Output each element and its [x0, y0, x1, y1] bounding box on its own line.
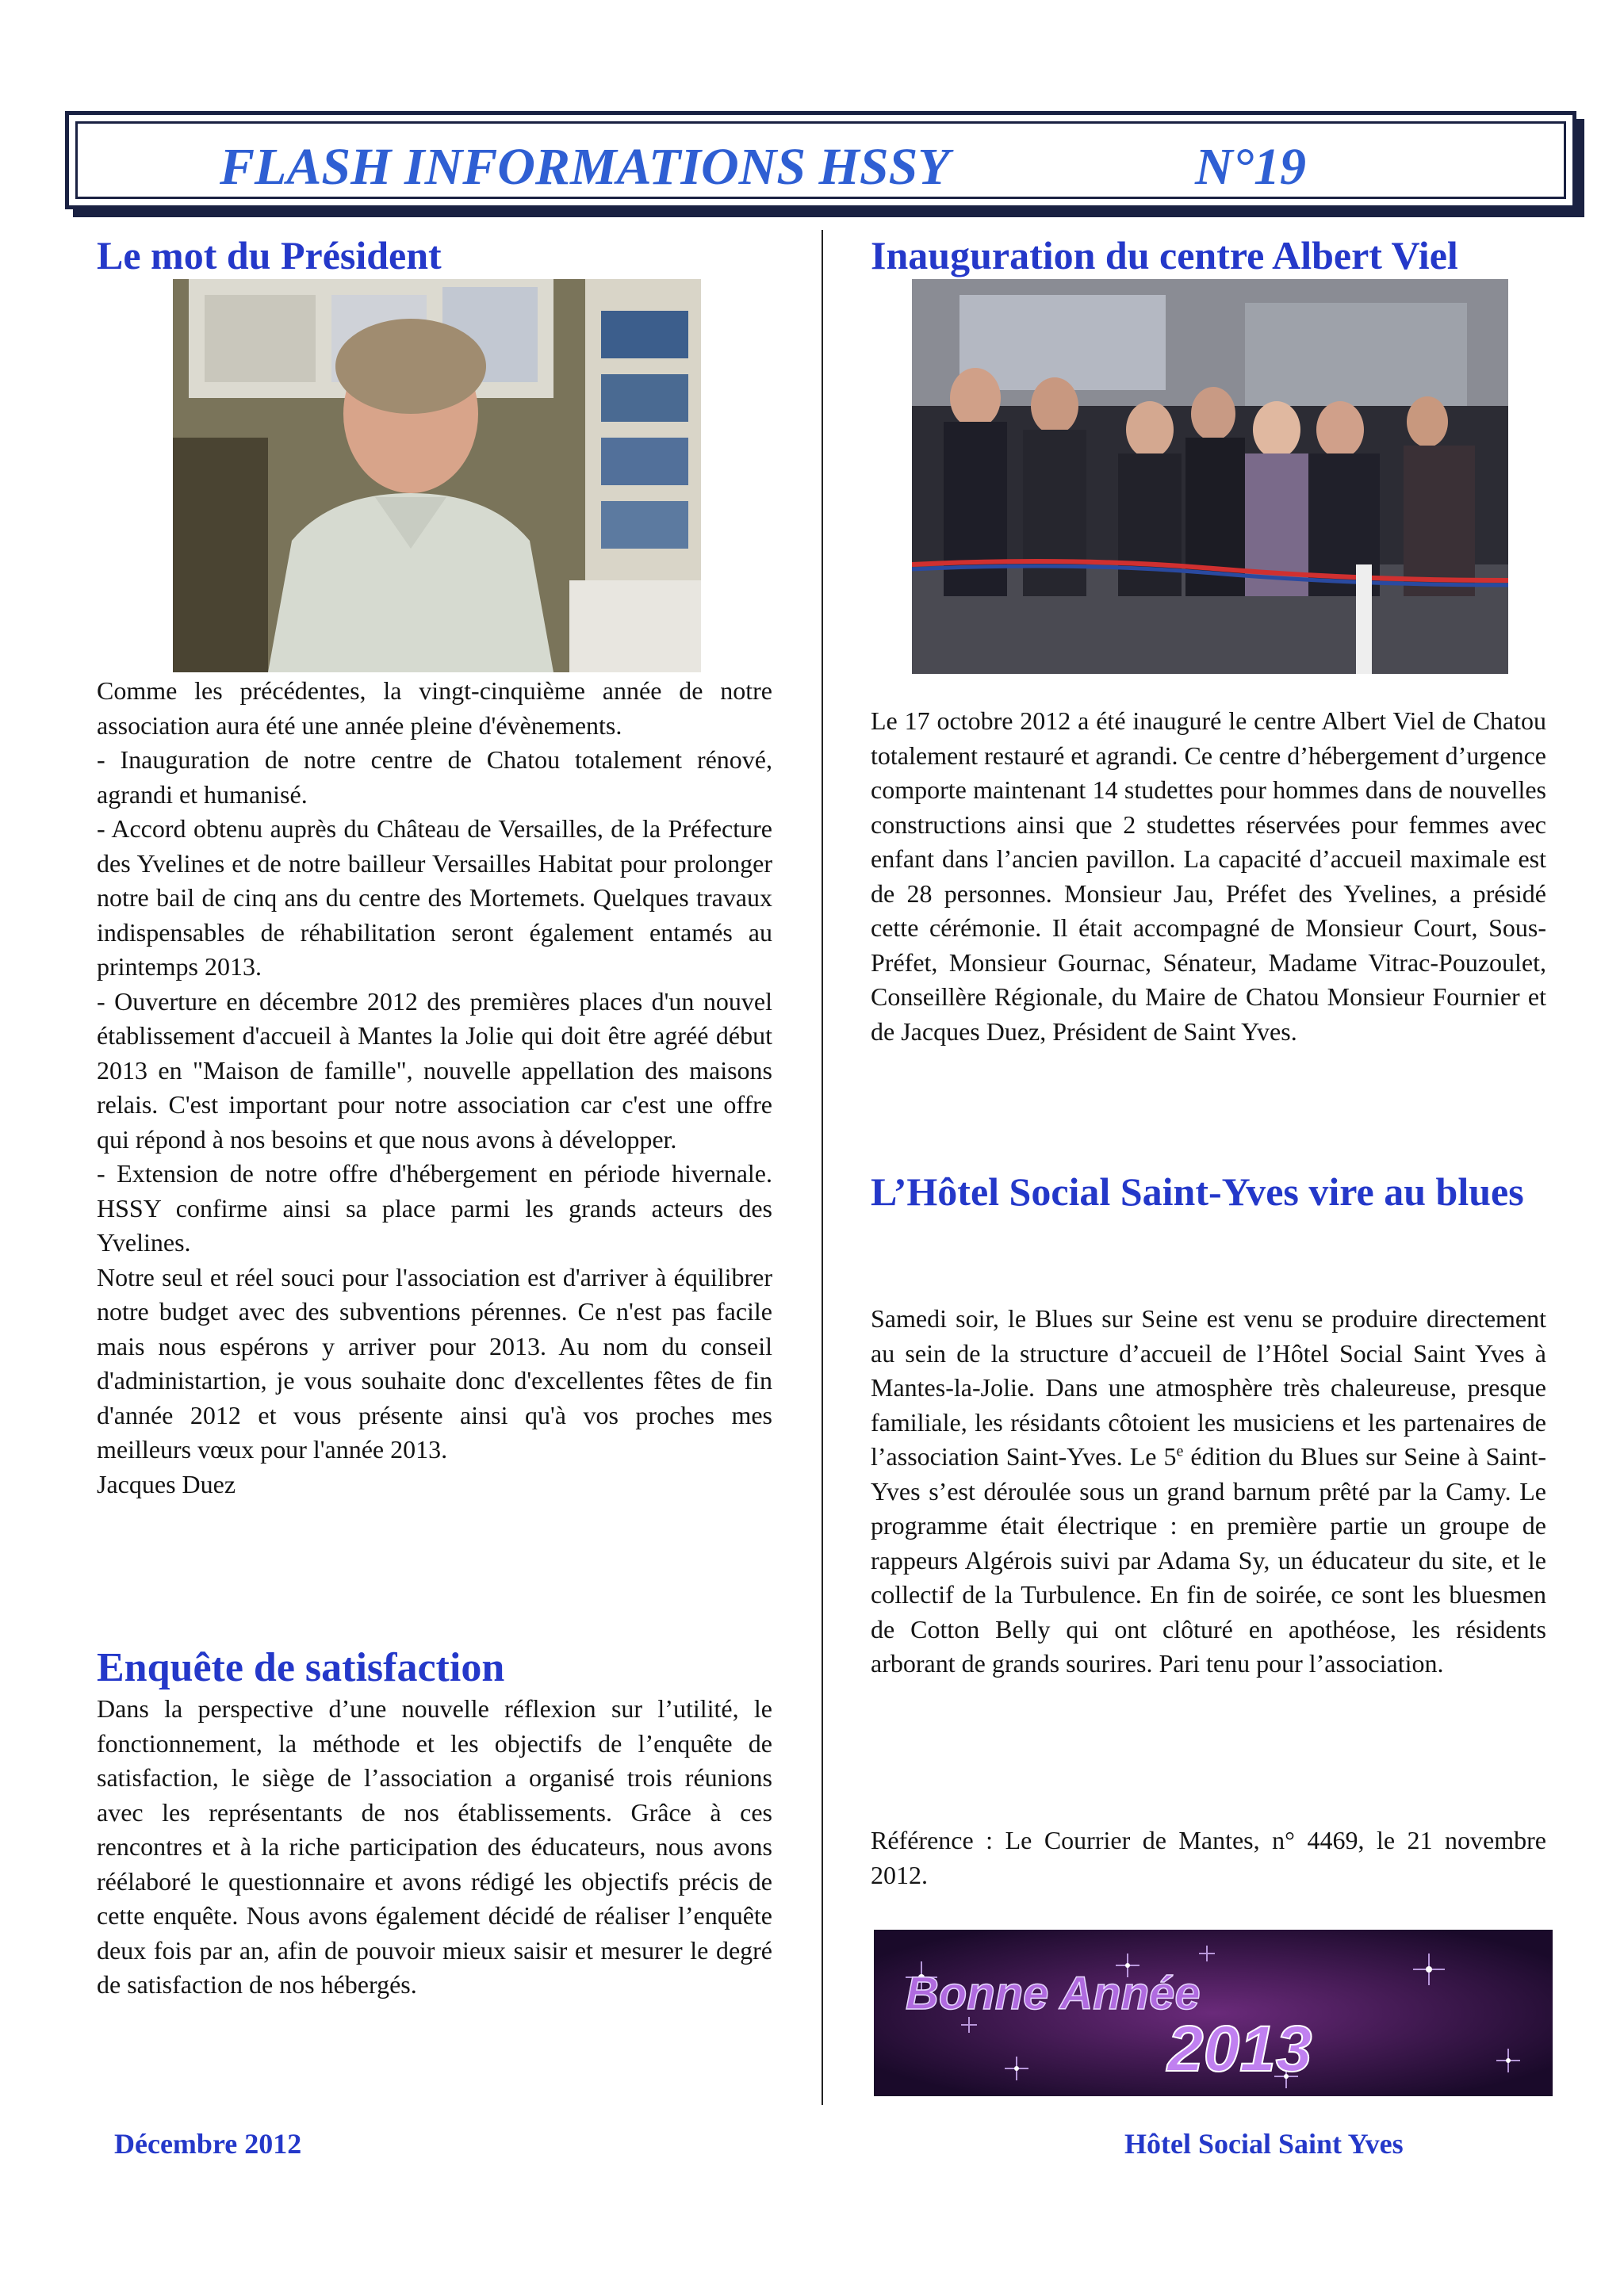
column-divider — [822, 230, 823, 2105]
bonne-annee-image — [874, 1930, 1553, 2096]
president-paragraph: - Extension de notre offre d'hébergement en période hivernale. HSSY confirme ainsi sa place parmi les grands acteurs des Yvelines. — [97, 1159, 772, 1257]
footer-organization: Hôtel Social Saint Yves — [1124, 2128, 1404, 2160]
hotel-text-part: édition du Blues sur Seine à Saint-Yves s’est déroulée sous un grand barnum prêté par la Camy. Le programme était électrique : en première partie un groupe de rappeurs Algérois suivi par Adama Sy, un éducateur du site, et le collectif de la Turbulence. En fin de soirée, ce sont les bluesmen de Cotton Belly qui ont clôturé en apothéose, les résidents arborant de grands sourires. Pari tenu pour l’association. — [871, 1442, 1547, 1678]
president-paragraph: Comme les précédentes, la vingt-cinquième année de notre association aura été une année pleine d'évènements. — [97, 676, 772, 740]
enquete-text: Dans la perspective d’une nouvelle réflexion sur l’utilité, le fonctionnement, la méthode et les objectifs de l’enquête de satisfaction, le siège de l’association a organisé trois réunions avec les représentants de nos établissements. Grâce à ces rencontres et à la riche participation des éducateurs, nous avons réélaboré le questionnaire et avons rédigé les objectifs précis de cette enquête. Nous avons également décidé de réaliser l’enquête deux fois par an, afin de pouvoir mieux saisir et mesurer le degré de satisfaction de nos hébergés. — [97, 1694, 772, 1999]
masthead-banner — [65, 111, 1576, 209]
president-paragraph: - Ouverture en décembre 2012 des premières places d'un nouvel établissement d'accueil à Mantes la Jolie qui doit être agréé début 2013 en "Maison de famille", nouvelle appellation des maisons relais. C'est important pour notre association car c'est une offre qui répond à nos besoins et que nous avons à développer. — [97, 986, 772, 1154]
president-paragraph: - Accord obtenu auprès du Château de Versailles, de la Préfecture des Yvelines et de notre bailleur Versailles Habitat pour prolonger notre bail de cinq ans du centre des Mortemets. Quelques travaux indispensables de réhabilitation seront également entamés au printemps 2013. — [97, 814, 772, 981]
president-signature: Jacques Duez — [97, 1469, 236, 1498]
hotel-heading: L’Hôtel Social Saint-Yves vire au blues — [871, 1169, 1524, 1214]
greeting-line-1: Bonne Année — [906, 1968, 1201, 2019]
president-paragraph: - Inauguration de notre centre de Chatou totalement rénové, agrandi et humanisé. — [97, 745, 772, 809]
edition-superscript: e — [1176, 1442, 1184, 1460]
enquete-heading: Enquête de satisfaction — [97, 1645, 505, 1690]
president-heading: Le mot du Président — [97, 233, 442, 277]
reference-text: Référence : Le Courrier de Mantes, n° 4469, le 21 novembre 2012. — [871, 1826, 1546, 1889]
inauguration-heading: Inauguration du centre Albert Viel — [871, 233, 1458, 277]
inauguration-photo — [912, 279, 1508, 674]
issue-number: N°19 — [1195, 138, 1307, 196]
inauguration-text: Le 17 octobre 2012 a été inauguré le centre Albert Viel de Chatou totalement restauré et agrandi. Ce centre d’hébergement d’urgence comporte maintenant 14 studettes pour hommes dans de nouvelles constructions ainsi que 2 studettes réservées pour femmes avec enfant dans l’ancien pavillon. La capacité d’accueil maximale est de 28 personnes. Monsieur Jau, Préfet des Yvelines, a présidé cette cérémonie. Il était accompagné de Monsieur Court, Sous-Préfet, Monsieur Gournac, Sénateur, Madame Vitrac-Pouzoulet, Conseillère Régionale, du Maire de Chatou Monsieur Fournier et de Jacques Duez, Président de Saint Yves. — [871, 706, 1546, 1046]
president-message — [97, 674, 772, 1502]
hotel-text — [871, 1302, 1546, 1682]
president-photo — [173, 279, 701, 672]
greeting-line-2: 2013 — [1167, 2013, 1312, 2085]
president-paragraph: Notre seul et réel souci pour l'association est d'arriver à équilibrer notre budget avec des subventions pérennes. Ce n'est pas facile mais nous espérons y arriver pour 2013. Au nom du conseil d'administartion, je vous souhaite donc d'excellentes fêtes de fin d'année 2012 et vous présente ainsi qu'à vos proches mes meilleurs vœux pour l'année 2013. — [97, 1262, 772, 1464]
footer-date: Décembre 2012 — [114, 2128, 302, 2160]
newsletter-title: FLASH INFORMATIONS HSSY — [220, 138, 950, 196]
hotel-text-part: Samedi soir, le Blues sur Seine est venu se produire directement au sein de la structure d’accueil de l’Hôtel Social Saint Yves à Mantes-la-Jolie. Dans une atmosphère très chaleureuse, presque familiale, les résidants côtoient les musiciens et les partenaires de l’association Saint-Yves. Le 5 — [871, 1304, 1546, 1471]
